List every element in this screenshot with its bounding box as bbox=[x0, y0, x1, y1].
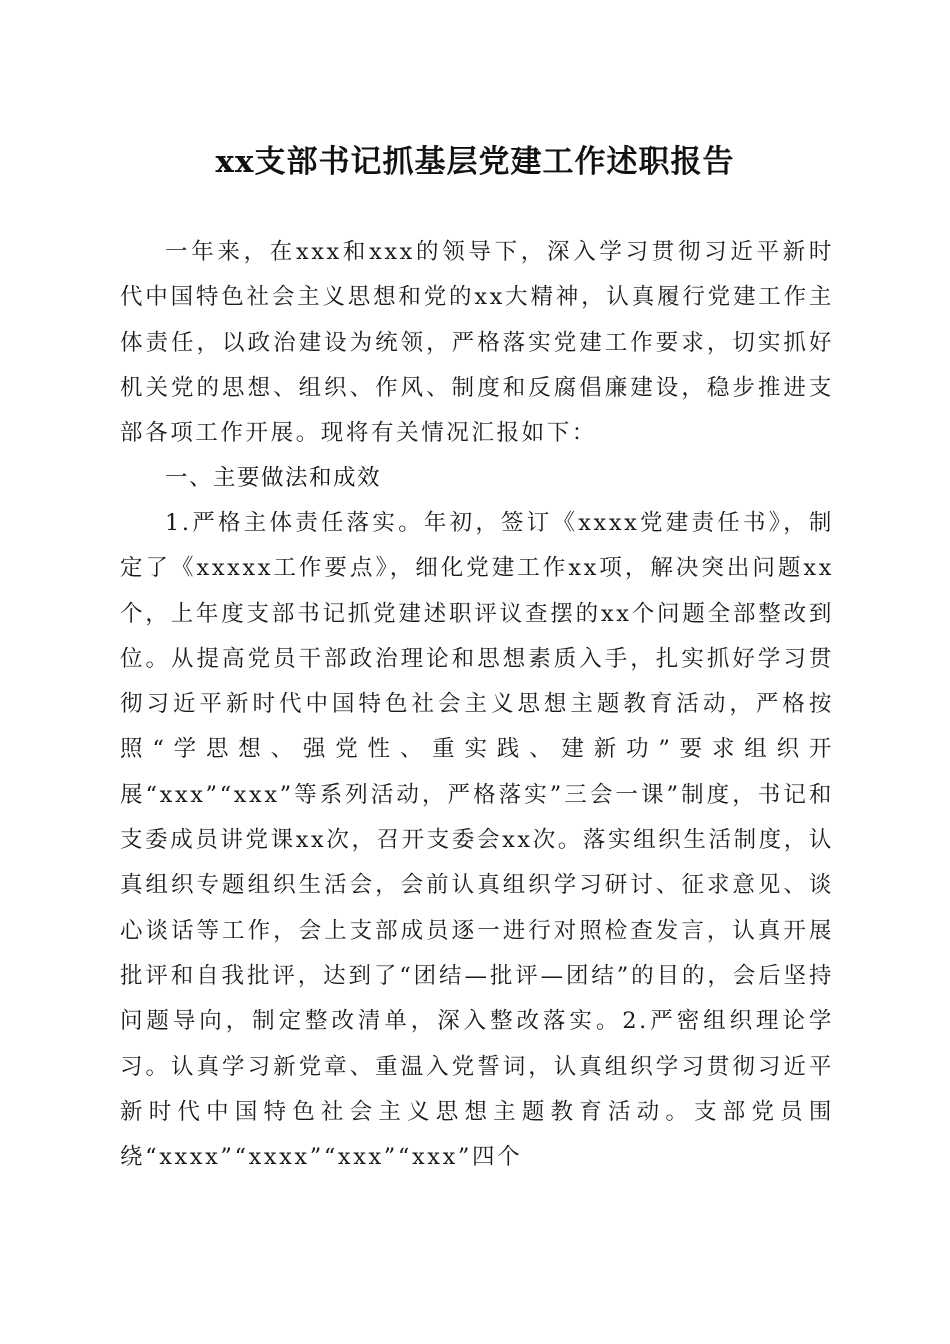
section-heading: 一、主要做法和成效 bbox=[165, 465, 382, 491]
intro-paragraph: 一年来，在xxx和xxx的领导下，深入学习贯彻习近平新时代中国特色社会主义思想和党的xx大精神，认真履行党建工作主体责任，以政治建设为统领，严格落实党建工作要求，切实抓好机关党的思想、组织、作风、制度和反腐倡廉建设，稳步推进支部各项工作开展。现将有关情况汇报如下： bbox=[120, 239, 834, 447]
document-title: xx支部书记抓基层党建工作述职报告 bbox=[215, 144, 735, 180]
section-paragraph: 1.严格主体责任落实。年初，签订《xxxx党建责任书》，制定了《xxxxx工作要点》，细化党建工作xx项，解决突出问题xx个，上年度支部书记抓党建述职评议查摆的xx个问题全部整改到位。从提高党员干部政治理论和思想素质入手，扎实抓好学习贯彻习近平新时代中国特色社会主义思想主题教育活动，严格按照“学思想、强党性、重实践、建新功”要求组织开展“xxx”“xxx”等系列活动，严格落实”三会一课”制度，书记和支委成员讲党课xx次，召开支委会xx次。落实组织生活制度，认真组织专题组织生活会，会前认真组织学习研讨、征求意见、谈心谈话等工作，会上支部成员逐一进行对照检查发言，认真开展批评和自我批评，达到了“团结—批评—团结”的目的，会后坚持问题导向，制定整改清单，深入整改落实。2.严密组织理论学习。认真学习新党章、重温入党誓词，认真组织学习贯彻习近平新时代中国特色社会主义思想主题教育活动。支部党员围绕“xxxx”“xxxx”“xxx”“xxx”四个 bbox=[120, 510, 834, 1171]
